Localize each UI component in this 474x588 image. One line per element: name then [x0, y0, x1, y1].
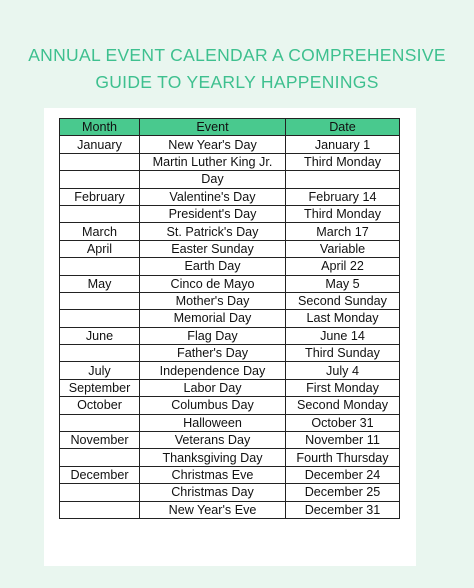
month-cell: February: [60, 188, 140, 205]
month-cell: May: [60, 275, 140, 292]
date-cell: February 14: [286, 188, 400, 205]
date-cell: [286, 171, 400, 188]
month-cell: [60, 171, 140, 188]
date-cell: June 14: [286, 327, 400, 344]
header-event: Event: [140, 119, 286, 136]
date-cell: Fourth Thursday: [286, 449, 400, 466]
table-row: [60, 275, 400, 292]
month-cell: [60, 310, 140, 327]
table-row: [60, 397, 400, 414]
header-month: Month: [60, 119, 140, 136]
header-date: Date: [286, 119, 400, 136]
table-row: [60, 188, 400, 205]
event-cell: Mother's Day: [140, 292, 286, 309]
date-cell: Variable: [286, 240, 400, 257]
month-cell: [60, 258, 140, 275]
event-cell: Memorial Day: [140, 310, 286, 327]
event-calendar-table: [59, 118, 400, 519]
date-cell: December 24: [286, 466, 400, 483]
table-row: [60, 484, 400, 501]
date-cell: Third Monday: [286, 153, 400, 170]
table-row: [60, 432, 400, 449]
date-cell: November 11: [286, 432, 400, 449]
title-line-1: ANNUAL EVENT CALENDAR A COMPREHENSIVE: [28, 45, 446, 65]
event-cell: Cinco de Mayo: [140, 275, 286, 292]
table-row: [60, 171, 400, 188]
date-cell: Second Sunday: [286, 292, 400, 309]
month-cell: December: [60, 466, 140, 483]
event-cell: Labor Day: [140, 379, 286, 396]
month-cell: [60, 345, 140, 362]
event-cell: Halloween: [140, 414, 286, 431]
table-row: [60, 136, 400, 153]
event-cell: New Year's Day: [140, 136, 286, 153]
table-row: [60, 205, 400, 222]
table-row: [60, 153, 400, 170]
month-cell: [60, 501, 140, 518]
table-header-row: [60, 119, 400, 136]
title-line-2: GUIDE TO YEARLY HAPPENINGS: [95, 72, 379, 92]
table-row: [60, 240, 400, 257]
table-row: [60, 327, 400, 344]
month-cell: September: [60, 379, 140, 396]
table-row: [60, 379, 400, 396]
month-cell: October: [60, 397, 140, 414]
table-row: [60, 292, 400, 309]
table-row: [60, 466, 400, 483]
month-cell: January: [60, 136, 140, 153]
event-cell: Christmas Day: [140, 484, 286, 501]
event-cell: Veterans Day: [140, 432, 286, 449]
date-cell: January 1: [286, 136, 400, 153]
table-row: [60, 345, 400, 362]
month-cell: [60, 153, 140, 170]
table-row: [60, 223, 400, 240]
event-cell: Flag Day: [140, 327, 286, 344]
event-cell: Christmas Eve: [140, 466, 286, 483]
month-cell: [60, 449, 140, 466]
month-cell: March: [60, 223, 140, 240]
date-cell: First Monday: [286, 379, 400, 396]
event-cell: Father's Day: [140, 345, 286, 362]
date-cell: Third Sunday: [286, 345, 400, 362]
table-row: [60, 501, 400, 518]
table-row: [60, 449, 400, 466]
date-cell: July 4: [286, 362, 400, 379]
month-cell: June: [60, 327, 140, 344]
table-row: [60, 258, 400, 275]
event-cell: Thanksgiving Day: [140, 449, 286, 466]
page-title: [0, 42, 474, 96]
table-row: [60, 414, 400, 431]
date-cell: Second Monday: [286, 397, 400, 414]
table-row: [60, 362, 400, 379]
month-cell: [60, 484, 140, 501]
event-cell: Earth Day: [140, 258, 286, 275]
event-cell: Valentine's Day: [140, 188, 286, 205]
event-cell: Easter Sunday: [140, 240, 286, 257]
event-cell: Day: [140, 171, 286, 188]
month-cell: July: [60, 362, 140, 379]
month-cell: November: [60, 432, 140, 449]
date-cell: December 31: [286, 501, 400, 518]
date-cell: April 22: [286, 258, 400, 275]
date-cell: May 5: [286, 275, 400, 292]
month-cell: [60, 292, 140, 309]
date-cell: March 17: [286, 223, 400, 240]
event-cell: Columbus Day: [140, 397, 286, 414]
date-cell: Last Monday: [286, 310, 400, 327]
event-cell: President's Day: [140, 205, 286, 222]
table-row: [60, 310, 400, 327]
month-cell: [60, 414, 140, 431]
date-cell: Third Monday: [286, 205, 400, 222]
event-cell: Martin Luther King Jr.: [140, 153, 286, 170]
event-cell: Independence Day: [140, 362, 286, 379]
event-cell: St. Patrick's Day: [140, 223, 286, 240]
date-cell: October 31: [286, 414, 400, 431]
date-cell: December 25: [286, 484, 400, 501]
event-cell: New Year's Eve: [140, 501, 286, 518]
table-body: [60, 136, 400, 519]
month-cell: [60, 205, 140, 222]
month-cell: April: [60, 240, 140, 257]
